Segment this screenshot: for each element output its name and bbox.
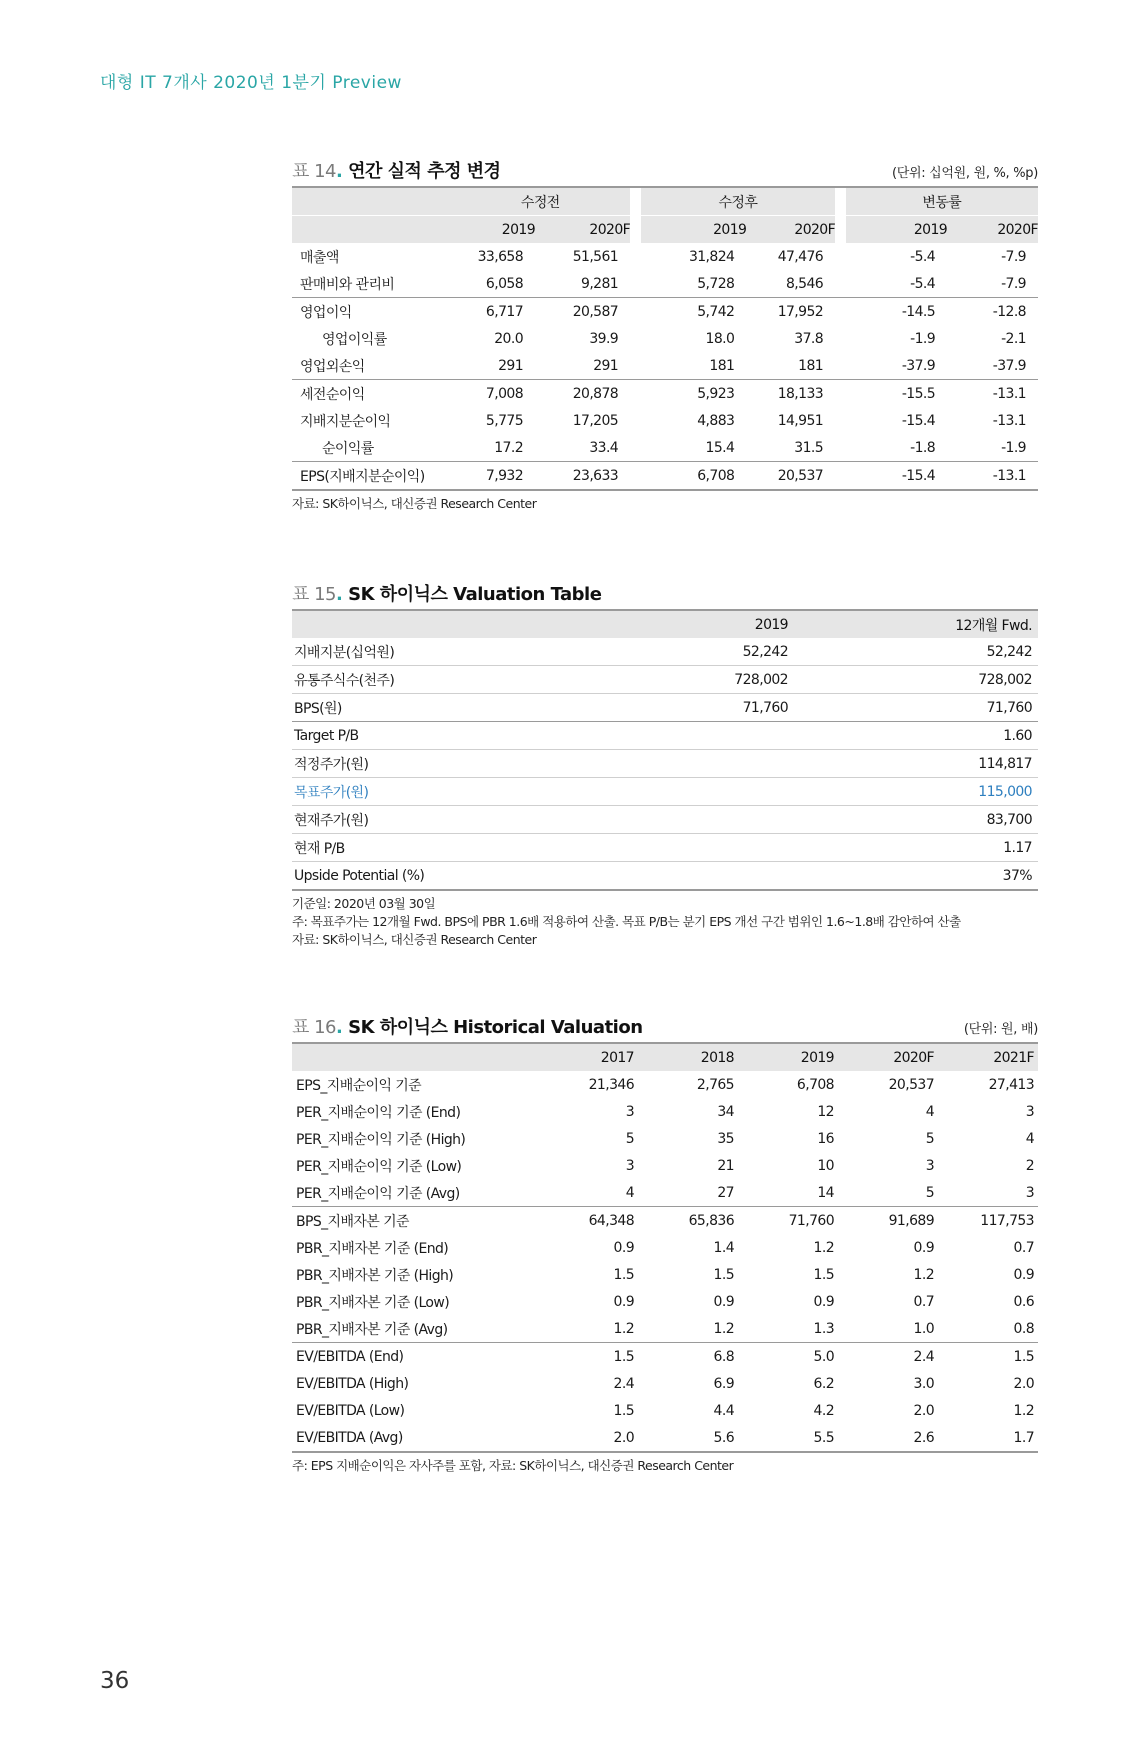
column-gap (630, 352, 641, 380)
table16-row (292, 1098, 1038, 1125)
column-gap (835, 434, 846, 462)
table-cell: 17.2 (450, 434, 535, 462)
table14 (292, 186, 1038, 491)
table16-header-blank (292, 1043, 538, 1071)
table-cell: -1.8 (846, 434, 947, 462)
row-label: BPS(원) (292, 694, 538, 722)
table-cell: 1.60 (794, 722, 1038, 750)
table16-column-header: 2018 (638, 1043, 738, 1071)
table-cell: 20,537 (746, 462, 835, 491)
table-cell (538, 722, 794, 750)
table-cell: 1.5 (1013, 1348, 1034, 1365)
row-label: PER_지배순이익 기준 (Avg) (292, 1179, 538, 1207)
row-label: 지배지분(십억원) (292, 638, 538, 666)
table16-prefix: 표 16 (292, 1017, 337, 1038)
table16-row (292, 1288, 1038, 1315)
table-cell: 5,728 (641, 270, 747, 298)
table15-title (292, 580, 601, 606)
table-cell: 47,476 (777, 248, 824, 265)
table-cell: 1.5 (613, 1402, 634, 1419)
column-gap (835, 325, 846, 352)
table14-year: 2019 (641, 216, 747, 244)
table16-title-row (292, 1012, 1038, 1042)
table-cell: 34 (717, 1103, 734, 1120)
table-cell: 5,742 (697, 303, 735, 320)
table-cell: 2.6 (838, 1424, 938, 1452)
table-cell: 27 (638, 1179, 738, 1207)
table-cell: 1.5 (613, 1348, 634, 1365)
row-label: 순이익률 (292, 434, 450, 462)
table-cell: 15.4 (641, 434, 747, 462)
row-label: 현재주가(원) (292, 806, 538, 834)
row-label: PER_지배순이익 기준 (High) (296, 1131, 466, 1148)
table-cell: 39.9 (589, 330, 619, 347)
table-cell: 728,002 (794, 666, 1038, 694)
table15-row (292, 666, 1038, 694)
table-cell: 17,205 (572, 412, 619, 429)
column-gap (630, 270, 641, 298)
table-cell: 1.5 (813, 1266, 834, 1283)
table16-row (292, 1261, 1038, 1288)
table16-row (292, 1234, 1038, 1261)
table-cell: 5 (838, 1179, 938, 1207)
table-cell: 21 (717, 1157, 734, 1174)
column-gap (630, 380, 641, 408)
table-cell: 1.2 (638, 1315, 738, 1343)
table14-row (292, 380, 1038, 408)
table-cell: 6,708 (641, 462, 747, 491)
row-label: 영업이익률 (322, 331, 387, 348)
row-label: PBR_지배자본 기준 (Low) (296, 1294, 450, 1311)
table15-row (292, 750, 1038, 778)
table-cell: 20,587 (572, 303, 619, 320)
row-label: Target P/B (292, 722, 538, 750)
table-cell (538, 862, 794, 891)
table-cell: 4 (1025, 1130, 1034, 1147)
table-cell: 9,281 (535, 270, 630, 298)
title-dot: . (336, 1017, 349, 1038)
column-gap (630, 187, 641, 216)
table-cell: 1.2 (913, 1266, 934, 1283)
table14-group: 수정후 (641, 187, 835, 216)
table15-section (292, 579, 1038, 949)
table-cell: 5.0 (813, 1348, 834, 1365)
table-cell: 181 (641, 352, 747, 380)
row-label: 지배지분순이익 (300, 413, 391, 430)
table-cell: -13.1 (992, 412, 1026, 429)
table15-title-text: SK 하이닉스 Valuation Table (348, 584, 602, 605)
table16-note: 주: EPS 지배순이익은 자사주를 포함, 자료: SK하이닉스, 대신증권 Research Center (292, 1458, 734, 1473)
table-cell: 181 (746, 352, 835, 380)
table-cell: 1.2 (538, 1315, 638, 1343)
table-cell: 83,700 (794, 806, 1038, 834)
table-cell: 5,923 (697, 385, 735, 402)
table-cell: 35 (717, 1130, 734, 1147)
table-cell: 5.5 (738, 1424, 838, 1452)
row-label: PER_지배순이익 기준 (Low) (296, 1158, 462, 1175)
table14-year: 2020F (746, 216, 835, 244)
table-cell: -13.1 (992, 385, 1026, 402)
column-gap (630, 462, 641, 491)
table-cell: 0.6 (1013, 1293, 1034, 1310)
table-cell: 5 (625, 1130, 634, 1147)
table-cell: 7,008 (485, 385, 524, 402)
table14-group: 변동률 (846, 187, 1038, 216)
table-cell: 2.0 (1013, 1375, 1034, 1392)
column-gap (630, 325, 641, 352)
table-cell: 52,242 (538, 638, 794, 666)
table-cell: 1.0 (838, 1315, 938, 1343)
table15-column-header: 2019 (538, 610, 794, 638)
table16-row (292, 1424, 1038, 1452)
row-label: 영업이익 (300, 304, 352, 321)
table-cell: 0.7 (913, 1293, 934, 1310)
row-label: PER_지배순이익 기준 (End) (296, 1104, 461, 1121)
row-label: EPS(지배지분순이익) (292, 462, 450, 491)
table-cell: 8,546 (746, 270, 835, 298)
table-cell: -37.9 (947, 352, 1038, 380)
table-cell: -5.4 (910, 248, 936, 265)
table16-row (292, 1152, 1038, 1179)
table-cell: -7.9 (1001, 248, 1026, 265)
table-cell: 4,883 (697, 412, 735, 429)
table16-body (292, 1071, 1038, 1452)
table-cell: 21,346 (588, 1076, 634, 1093)
table-cell: 3 (625, 1103, 634, 1120)
column-gap (835, 270, 846, 298)
table-cell: 91,689 (888, 1212, 934, 1229)
table-cell: 0.9 (813, 1293, 834, 1310)
table-cell: -37.9 (846, 352, 947, 380)
table-cell: 20,878 (572, 385, 619, 402)
table16-title-text: SK 하이닉스 Historical Valuation (348, 1017, 643, 1038)
row-label: 세전순이익 (300, 386, 365, 403)
table-cell: 71,760 (538, 694, 794, 722)
table15-header (292, 610, 1038, 638)
table-cell: 52,242 (794, 638, 1038, 666)
table15-row (292, 694, 1038, 722)
table14-row (292, 352, 1038, 380)
table-cell: 20,537 (888, 1076, 934, 1093)
table-cell: 1.3 (738, 1315, 838, 1343)
table14-row (292, 270, 1038, 298)
table14-title-row (292, 156, 1038, 186)
column-gap (630, 407, 641, 434)
table-cell: 31,824 (688, 248, 735, 265)
row-label: 유통주식수(천주) (292, 666, 538, 694)
table-cell: 37.8 (794, 330, 824, 347)
table-cell: 6,058 (450, 270, 535, 298)
table-cell: 4 (925, 1103, 934, 1120)
table14-unit: (단위: 십억원, 원, %, %p) (891, 166, 1038, 181)
table-cell: 4 (538, 1179, 638, 1207)
table15-column-header: 12개월 Fwd. (794, 610, 1038, 638)
table-cell: 2.4 (613, 1375, 634, 1392)
row-label: 적정주가(원) (292, 750, 538, 778)
table-cell: 1.7 (938, 1424, 1038, 1452)
table-cell: 14,951 (777, 412, 824, 429)
table14-year: 2019 (846, 216, 947, 244)
table-cell: 16 (817, 1130, 834, 1147)
table-cell: 27,413 (988, 1076, 1034, 1093)
column-gap (835, 462, 846, 491)
table-cell: 3 (938, 1179, 1038, 1207)
table16-title (292, 1013, 643, 1039)
table-cell: 10 (817, 1157, 834, 1174)
table-cell: 2,765 (696, 1076, 734, 1093)
table-cell: 1.4 (713, 1239, 734, 1256)
table15-row (292, 722, 1038, 750)
table16-column-header: 2020F (838, 1043, 938, 1071)
table-cell: 6.8 (713, 1348, 734, 1365)
table15-row (292, 778, 1038, 806)
table-cell: 51,561 (572, 248, 619, 265)
table-cell: 6.2 (813, 1375, 834, 1392)
row-label: EV/EBITDA (High) (296, 1375, 409, 1392)
table15-row (292, 638, 1038, 666)
table14-year: 2020F (947, 216, 1038, 244)
table-cell: 5,775 (485, 412, 524, 429)
table14-year: 2020F (535, 216, 630, 244)
table-cell: 2 (1025, 1157, 1034, 1174)
table-cell: 12 (817, 1103, 834, 1120)
table14-year-header (292, 216, 1038, 244)
table-cell: -1.9 (910, 330, 936, 347)
table-cell (538, 750, 794, 778)
page-number: 36 (100, 1668, 130, 1694)
table15-header-blank (292, 610, 538, 638)
table-cell (538, 806, 794, 834)
table-cell: 0.7 (1013, 1239, 1034, 1256)
table14-body (292, 243, 1038, 490)
table15-note: 기준일: 2020년 03월 30일 (292, 896, 436, 911)
table-cell: 1.5 (713, 1266, 734, 1283)
table14-row (292, 462, 1038, 491)
table16-row (292, 1207, 1038, 1235)
table14-title (292, 157, 501, 183)
table16-header (292, 1043, 1038, 1071)
table-cell: 37% (794, 862, 1038, 891)
table14-year: 2019 (450, 216, 535, 244)
row-label: Upside Potential (%) (292, 862, 538, 891)
table-cell: 2.4 (913, 1348, 934, 1365)
table-cell: 0.9 (1013, 1266, 1034, 1283)
table-cell: 64,348 (588, 1212, 634, 1229)
table14-section (292, 156, 1038, 513)
table15-row (292, 862, 1038, 891)
table14-header-blank (292, 187, 450, 216)
table-cell: 115,000 (794, 778, 1038, 806)
row-label: 매출액 (300, 249, 339, 266)
table16-row (292, 1370, 1038, 1397)
table-cell: 0.8 (938, 1315, 1038, 1343)
column-gap (835, 187, 846, 216)
table15-note: 자료: SK하이닉스, 대신증권 Research Center (292, 932, 537, 947)
table-cell: 3.0 (913, 1375, 934, 1392)
table-cell: 6,708 (796, 1076, 834, 1093)
row-label: EPS_지배순이익 기준 (296, 1077, 422, 1094)
column-gap (630, 434, 641, 462)
row-label: EV/EBITDA (End) (296, 1348, 404, 1365)
column-gap (835, 352, 846, 380)
table15-row (292, 806, 1038, 834)
column-gap (835, 243, 846, 270)
table-cell: 7,932 (450, 462, 535, 491)
column-gap (630, 298, 641, 326)
table15 (292, 609, 1038, 891)
table-cell: 728,002 (538, 666, 794, 694)
table-cell: 5.6 (638, 1424, 738, 1452)
table16-row (292, 1179, 1038, 1207)
table-cell: -15.5 (901, 385, 936, 402)
table-cell: -7.9 (947, 270, 1038, 298)
table15-title-row (292, 579, 1038, 609)
table16-unit: (단위: 원, 배) (963, 1022, 1038, 1037)
table16-section (292, 1012, 1038, 1475)
table14-title-text: 연간 실적 추정 변경 (348, 161, 501, 182)
row-label: 영업외손익 (292, 352, 450, 380)
column-gap (630, 216, 641, 244)
row-label: EV/EBITDA (Avg) (292, 1424, 538, 1452)
table-cell: -5.4 (846, 270, 947, 298)
table-cell: 31.5 (746, 434, 835, 462)
table-cell: 71,760 (788, 1212, 834, 1229)
table15-notes (292, 895, 1038, 949)
table15-body (292, 638, 1038, 890)
table16-column-header: 2019 (738, 1043, 838, 1071)
table16-row (292, 1125, 1038, 1152)
table-cell: 1.5 (613, 1266, 634, 1283)
table-cell: 0.9 (613, 1293, 634, 1310)
table14-row (292, 434, 1038, 462)
table-cell: -14.5 (901, 303, 936, 320)
table-cell: 4.2 (813, 1402, 834, 1419)
column-gap (630, 243, 641, 270)
table-cell: 3 (925, 1157, 934, 1174)
table-cell: 3 (625, 1157, 634, 1174)
table-cell: -12.8 (992, 303, 1026, 320)
table-cell: 17,952 (777, 303, 824, 320)
table-cell: 0.9 (913, 1239, 934, 1256)
table15-row (292, 834, 1038, 862)
table-cell: 0.9 (613, 1239, 634, 1256)
title-dot: . (336, 584, 349, 605)
table-cell: 2.0 (913, 1402, 934, 1419)
table16-row (292, 1343, 1038, 1371)
row-label: 목표주가(원) (292, 778, 538, 806)
table14-prefix: 표 14 (292, 161, 337, 182)
table16-row (292, 1071, 1038, 1098)
table-cell: 291 (450, 352, 535, 380)
table14-row (292, 407, 1038, 434)
table-cell (538, 778, 794, 806)
table-cell: 117,753 (980, 1212, 1034, 1229)
table-cell: 6,717 (485, 303, 524, 320)
column-gap (835, 298, 846, 326)
table-cell: 18,133 (777, 385, 824, 402)
table-cell: -13.1 (947, 462, 1038, 491)
table-cell: -15.4 (846, 462, 947, 491)
table-cell: 18.0 (705, 330, 735, 347)
row-label: 현재 P/B (292, 834, 538, 862)
table-cell: 2.0 (538, 1424, 638, 1452)
row-label: PBR_지배자본 기준 (Avg) (292, 1315, 538, 1343)
table15-note: 주: 목표주가는 12개월 Fwd. BPS에 PBR 1.6배 적용하여 산출. 목표 P/B는 분기 EPS 개선 구간 범위인 1.6~1.8배 감안하여 산출 (292, 914, 961, 929)
table-cell (538, 834, 794, 862)
table-cell: 4.4 (713, 1402, 734, 1419)
table-cell: 20.0 (494, 330, 524, 347)
table14-source: 자료: SK하이닉스, 대신증권 Research Center (292, 496, 537, 511)
table-cell: 14 (738, 1179, 838, 1207)
table-cell: 1.2 (813, 1239, 834, 1256)
table16 (292, 1042, 1038, 1453)
row-label: PBR_지배자본 기준 (High) (296, 1267, 454, 1284)
table-cell: 0.9 (713, 1293, 734, 1310)
column-gap (835, 380, 846, 408)
table16-column-header: 2017 (538, 1043, 638, 1071)
table-cell: 71,760 (794, 694, 1038, 722)
column-gap (835, 407, 846, 434)
table14-row (292, 243, 1038, 270)
table16-row (292, 1397, 1038, 1424)
table16-row (292, 1315, 1038, 1343)
table-cell: -15.4 (901, 412, 936, 429)
table-cell: -2.1 (1001, 330, 1026, 347)
table14-row (292, 325, 1038, 352)
row-label: 판매비와 관리비 (292, 270, 450, 298)
table-cell: 23,633 (535, 462, 630, 491)
table14-row (292, 298, 1038, 326)
table14-header-blank (292, 216, 450, 244)
table-cell: 5 (925, 1130, 934, 1147)
table-cell: 114,817 (794, 750, 1038, 778)
row-label: BPS_지배자본 기준 (296, 1213, 409, 1230)
column-gap (835, 216, 846, 244)
running-header: 대형 IT 7개사 2020년 1분기 Preview (100, 73, 402, 93)
table14-group: 수정전 (450, 187, 630, 216)
table-cell: 291 (535, 352, 630, 380)
table-cell: -1.9 (947, 434, 1038, 462)
table-cell: 3 (1025, 1103, 1034, 1120)
table-cell: 6.9 (713, 1375, 734, 1392)
row-label: PBR_지배자본 기준 (End) (296, 1240, 449, 1257)
table-cell: 33.4 (535, 434, 630, 462)
table15-prefix: 표 15 (292, 584, 337, 605)
table14-group-header (292, 187, 1038, 216)
table-cell: 1.2 (1013, 1402, 1034, 1419)
table-cell: 33,658 (477, 248, 524, 265)
table-cell: 65,836 (688, 1212, 734, 1229)
table16-column-header: 2021F (938, 1043, 1038, 1071)
row-label: EV/EBITDA (Low) (296, 1402, 405, 1419)
table-cell: 1.17 (794, 834, 1038, 862)
title-dot: . (336, 161, 349, 182)
